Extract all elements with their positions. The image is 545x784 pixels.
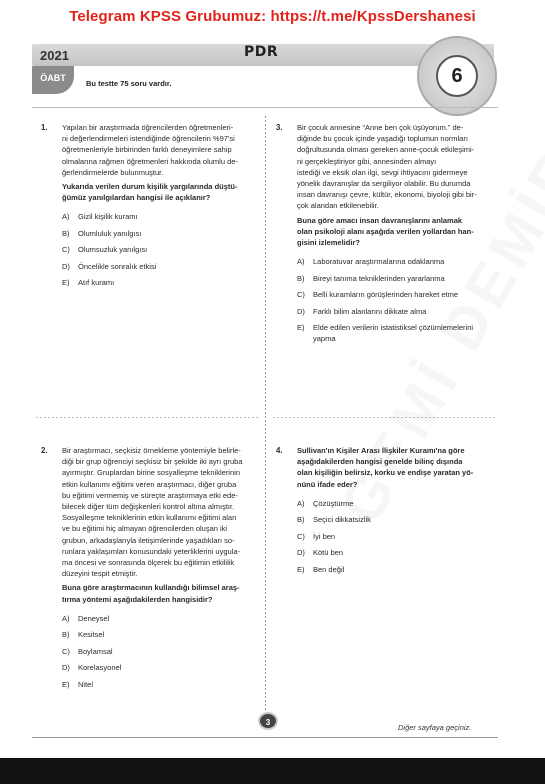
text-line: ni gerçekleştiriyor gibi, annesinden almayı — [297, 156, 437, 166]
options-list — [297, 498, 497, 581]
stem-line: Buna göre amacı insan davranışlarını anlamak — [297, 215, 463, 225]
option-a[interactable]: A) Deneysel — [62, 613, 110, 623]
column-divider — [265, 116, 266, 712]
left-question-divider — [36, 417, 258, 418]
option-e[interactable]: E) Elde edilen verilerin istatistiksel çözümlemelerini yapma — [297, 323, 474, 344]
option-c[interactable]: C) İyi ben — [297, 531, 336, 541]
text-line: etkin kullanımı eğitimi veren araştırmacı, diğer gruba — [62, 479, 237, 489]
option-b[interactable]: B) Kesitsel — [62, 630, 105, 640]
question-number: 3. — [276, 123, 283, 132]
option-a[interactable]: A) Gizil kişilik kuramı — [62, 212, 138, 222]
page-number: 3 — [258, 712, 278, 730]
question-stem — [297, 215, 497, 249]
option-a[interactable]: A) Çözüştürme — [297, 498, 354, 508]
question-stem — [297, 445, 497, 490]
stem-line: gisini izlemelidir? — [297, 238, 360, 248]
text-line: öğretmenleriyle birbirinden farklı deneyimlere sahip — [62, 145, 232, 155]
question-number: 1. — [41, 123, 48, 132]
text-line: istediği ve eksik olan ilgi, sevgi ihtiyacını gidermeye — [297, 167, 468, 177]
text-line: çok alandan etkilenebilir. — [297, 201, 379, 211]
option-c[interactable]: C) Boylamsal — [62, 646, 113, 656]
option-a[interactable]: A) Laboratuvar araştırmalarına odaklanma — [297, 257, 445, 267]
text-line: düzeyini tespit etmiştir. — [62, 569, 138, 579]
text-line: Sosyalleşme tekniklerinin etkin kullanımı eğitimi alan — [62, 513, 237, 523]
options-list — [62, 211, 262, 294]
stem-line: olan psikoloji alanı aşağıda verilen yollardan han- — [297, 226, 474, 236]
option-e[interactable]: E) Nitel — [62, 679, 94, 689]
text-line: yönelik davranışlar da sergiliyor olabilir. Bu durumda — [297, 179, 471, 189]
question-text — [62, 445, 262, 579]
question-2 — [41, 445, 262, 695]
exam-year: 2021 — [40, 48, 69, 63]
text-line: ğerlendirmelerde bulunmuştur. — [62, 167, 164, 177]
option-d[interactable]: D) Kötü ben — [297, 548, 344, 558]
option-e[interactable]: E) Ben değil — [297, 564, 345, 574]
option-d[interactable]: D) Öncelikle sonralık etkisi — [62, 261, 157, 271]
text-line: insan davranışı çevre, kültür, ekonomi, biyoloji gibi bir- — [297, 190, 477, 200]
header-divider — [32, 107, 498, 108]
question-number: 2. — [41, 446, 48, 455]
stem-line: olan kişiliğin belirsiz, korku ve endişe yaratan yö- — [297, 468, 474, 478]
option-c[interactable]: C) Olumsuzluk yanılgısı — [62, 245, 148, 255]
question-text — [297, 122, 497, 212]
oabt-badge: ÖABT — [32, 66, 74, 94]
stem-line: aşağıdakilerden hangisi genelde bilinç dışında — [297, 457, 463, 467]
test-intro: Bu testte 75 soru vardır. — [86, 79, 172, 88]
stem-line: nünü ifade eder? — [297, 479, 358, 489]
text-line: Bir araştırmacı, seçkisiz örnekleme yöntemiyle belirle- — [62, 446, 241, 455]
question-number: 4. — [276, 446, 283, 455]
next-page-note: Diğer sayfaya geçiniz. — [398, 723, 472, 732]
stem-line: ğümüz yanılgılardan hangisi ile açıklanır? — [62, 193, 211, 203]
options-list — [297, 256, 497, 350]
question-3 — [276, 122, 497, 350]
text-line: Yapılan bir araştırmada öğrencilerden öğretmenleri- — [62, 123, 234, 132]
text-line: ni değerlendirmeleri istendiğinde öğrencilerin %97'si — [62, 134, 235, 144]
question-1 — [41, 122, 262, 294]
text-line: olmalarına rağmen öğretmenleri hakkında olumlu de- — [62, 156, 238, 166]
stem-line: Sullivan'ın Kişiler Arası İlişkiler Kuramı'na göre — [297, 446, 465, 455]
text-line: ma öncesi ve sonrasında ölçerek bu eğitimin etkililik — [62, 558, 235, 568]
test-number: 6 — [436, 55, 478, 97]
text-line: Bir çocuk annesine “Anne ben çok üşüyorum.” de- — [297, 123, 464, 132]
option-d[interactable]: D) Korelasyonel — [62, 663, 122, 673]
question-stem — [62, 181, 262, 203]
option-b[interactable]: B) Bireyi tanıma tekniklerinden yararlanma — [297, 273, 445, 283]
option-e[interactable]: E) Atıf kuramı — [62, 278, 115, 288]
text-line: grubun, arkadaşlarıyla iletişimlerinde yaşadıkları so- — [62, 535, 235, 545]
option-b[interactable]: B) Seçici dikkatsizlik — [297, 515, 371, 525]
options-list — [62, 613, 262, 696]
option-b[interactable]: B) Olumluluk yanılgısı — [62, 228, 142, 238]
text-line: runlara yaklaşımları konusundaki yeterliklerini uygula- — [62, 546, 240, 556]
footer-divider — [32, 737, 498, 738]
telegram-banner: Telegram KPSS Grubumuz: https://t.me/KpssDershanesi — [69, 8, 476, 25]
question-text — [62, 122, 262, 178]
text-line: diği bir grup öğrenciyi seçkisiz bir şekilde iki ayrı gruba — [62, 457, 243, 467]
stem-line: Yukarıda verilen durum kişilik yargılarında düştü- — [62, 182, 238, 192]
text-line: ayırmıştır. Gruplardan birine sosyalleşme tekniklerinin — [62, 468, 240, 478]
stem-line: tırma yöntemi aşağıdakilerden hangisidir? — [62, 594, 213, 604]
text-line: diğinde bu çocuk içinde yaşadığı toplumun normları — [297, 134, 468, 144]
bottom-band — [0, 758, 545, 784]
stem-line: Buna göre araştırmacının kullandığı bilimsel araş- — [62, 583, 240, 593]
text-line: ve bu eğitimi hiç almayan öğrencilerden oluşan iki — [62, 524, 228, 534]
text-line: doğrultusunda olması gereken anne-çocuk etkileşimi- — [297, 145, 475, 155]
question-stem — [62, 582, 262, 604]
text-line: bilecek diğer tüm değişkenleri kontrol altına almıştır. — [62, 502, 235, 512]
option-c[interactable]: C) Belli kuramların görüşlerinden hareket etme — [297, 290, 459, 300]
option-d[interactable]: D) Farklı bilim alanlarını dikkate alma — [297, 306, 427, 316]
text-line: bu eğitimi vermemiş ve süreçte araştırmaya etki ede- — [62, 490, 238, 500]
subject-title: PDR — [244, 44, 279, 60]
question-4 — [276, 445, 497, 580]
